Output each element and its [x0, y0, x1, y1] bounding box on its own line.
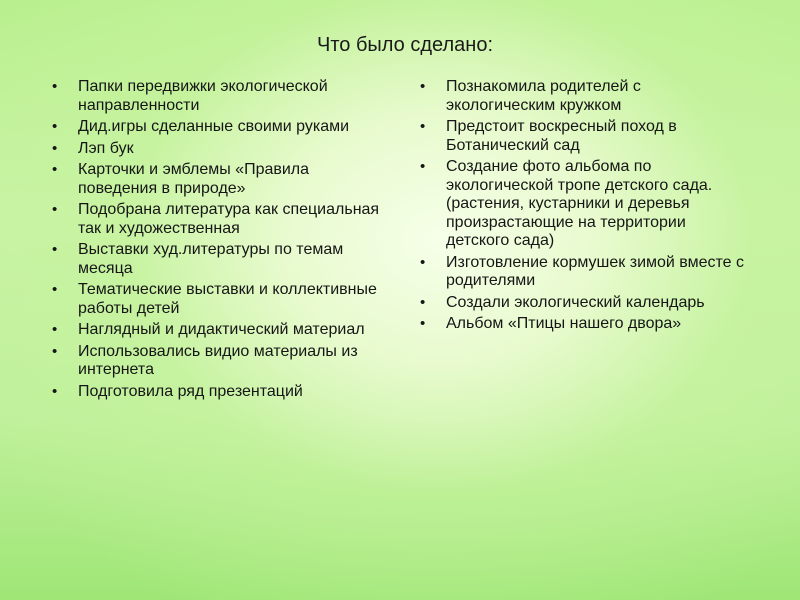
list-item: [52, 140, 382, 159]
right-bullet-list: [420, 78, 750, 337]
bullet-icon: •: [52, 281, 58, 298]
bullet-icon: •: [420, 315, 426, 332]
list-item: [52, 161, 382, 198]
list-item-text: Изготовление кормушек зимой вместе с родителями: [446, 253, 744, 289]
bullet-icon: •: [52, 201, 58, 218]
list-item-text: Наглядный и дидактический материал: [78, 321, 365, 338]
list-item: [420, 315, 750, 334]
list-item-text: Создали экологический календарь: [446, 293, 705, 311]
bullet-icon: •: [52, 241, 58, 258]
list-item-text: Подготовила ряд презентаций: [78, 382, 303, 400]
left-bullet-list: [52, 78, 382, 404]
list-item-text: Использовались видио материалы из интернета: [78, 342, 358, 378]
list-item: [420, 294, 750, 313]
list-item-text: Лэп бук: [78, 139, 134, 157]
bullet-icon: •: [420, 293, 426, 311]
list-item-text: Подобрана литература как специальная так и художественная: [78, 201, 380, 237]
list-item: [52, 343, 382, 380]
bullet-icon: •: [52, 382, 58, 400]
list-item-text: Карточки и эмблемы «Правила поведения в природе»: [78, 161, 310, 197]
bullet-icon: •: [52, 342, 58, 360]
slide-title: Что было сделано:: [317, 34, 493, 56]
list-item: [52, 78, 382, 115]
bullet-icon: •: [420, 78, 426, 95]
list-item: [420, 254, 750, 291]
list-item-text: Создание фото альбома по экологической тропе детского сада. (растения, кустарники и деревья произрастающие на территории детского сада): [446, 158, 713, 249]
list-item: [52, 321, 382, 340]
list-item-text: Дид.игры сделанные своими руками: [78, 118, 350, 135]
list-item-text: Папки передвижки экологической направленности: [78, 78, 328, 114]
list-item-text: Познакомила родителей с экологическим кружком: [446, 78, 641, 114]
list-item: [52, 383, 382, 402]
list-item: [52, 281, 382, 318]
list-item-text: Тематические выставки и коллективные работы детей: [78, 281, 377, 317]
bullet-icon: •: [52, 321, 58, 338]
list-item: [420, 118, 750, 155]
list-item-text: Выставки худ.литературы по темам месяца: [78, 241, 344, 277]
list-item: [52, 201, 382, 238]
bullet-icon: •: [420, 118, 426, 135]
list-item: [52, 241, 382, 278]
bullet-icon: •: [420, 158, 426, 175]
list-item-text: Альбом «Птицы нашего двора»: [446, 315, 682, 332]
list-item: [420, 78, 750, 115]
bullet-icon: •: [420, 253, 426, 271]
list-item-text: Предстоит воскресный поход в Ботанический сад: [446, 118, 677, 154]
list-item: [420, 158, 750, 251]
bullet-icon: •: [52, 78, 58, 95]
bullet-icon: •: [52, 118, 58, 135]
list-item: [52, 118, 382, 137]
bullet-icon: •: [52, 139, 58, 157]
bullet-icon: •: [52, 161, 58, 178]
